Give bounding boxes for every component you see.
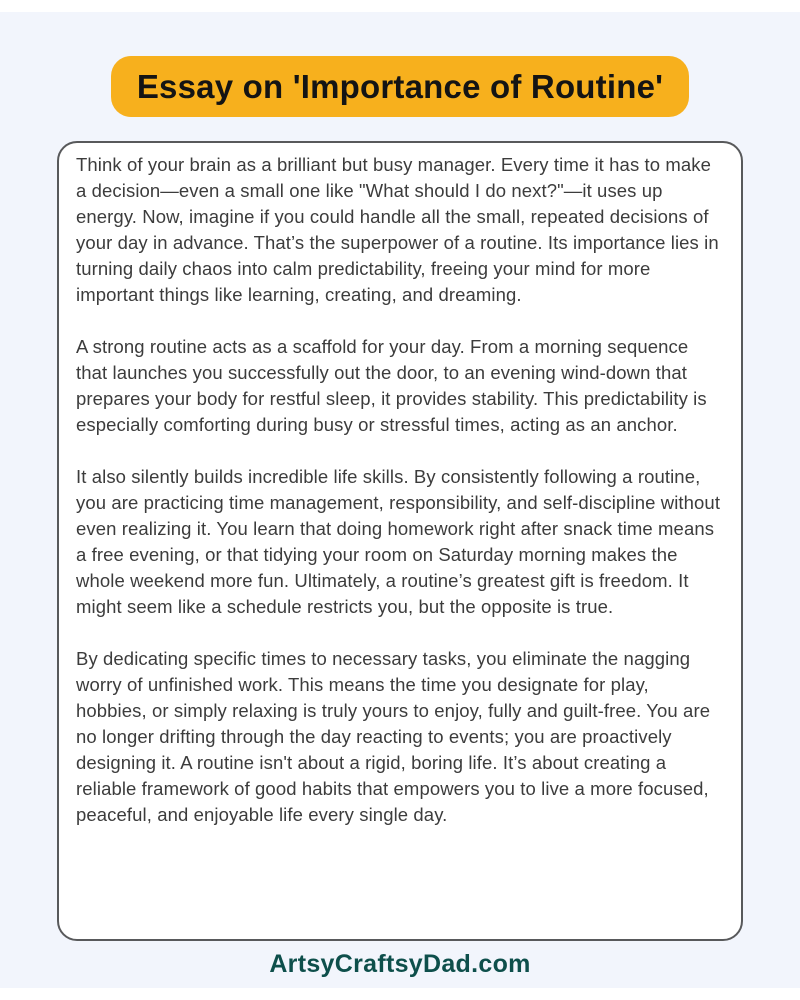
essay-paragraph: It also silently builds incredible life skills. By consistently following a routine, you are practicing time management, responsibility, and self-discipline without even realizing it. You learn that doing homework right after snack time means a free evening, or that tidying your room on Saturday morning makes the whole weekend more fun. Ultimately, a routine’s greatest gift is freedom. It might seem like a schedule restricts you, but the opposite is true. [76, 466, 721, 617]
essay-paragraph: By dedicating specific times to necessary tasks, you eliminate the nagging worry of unfinished work. This means the time you designate for play, hobbies, or simply relaxing is truly yours to enjoy, fully and guilt-free. You are no longer drifting through the day reacting to events; you are proactively designing it. A routine isn't about a rigid, boring life. It’s about creating a reliable framework of good habits that empowers you to live a more focused, peaceful, and enjoyable life every single day. [76, 648, 711, 825]
essay-paragraph: A strong routine acts as a scaffold for your day. From a morning sequence that launches you successfully out the door, to an evening wind-down that prepares your body for restful sleep, it provides stability. This predictability is especially comforting during busy or stressful times, acting as an anchor. [76, 336, 707, 435]
page-background [0, 12, 800, 988]
bottom-white-strip [0, 988, 800, 1000]
title-banner-container [0, 56, 800, 117]
page-title: Essay on 'Importance of Routine' [111, 56, 689, 117]
top-white-strip [0, 0, 800, 12]
essay-paragraph: Think of your brain as a brilliant but busy manager. Every time it has to make a decision—even a small one like "What should I do next?"—it uses up energy. Now, imagine if you could handle all the small, repeated decisions of your day in advance. That’s the superpower of a routine. Its importance lies in turning daily chaos into calm predictability, freeing your mind for more important things like learning, creating, and dreaming. [76, 154, 719, 305]
site-watermark: ArtsyCraftsyDad.com [269, 950, 531, 978]
essay-card [57, 141, 743, 941]
